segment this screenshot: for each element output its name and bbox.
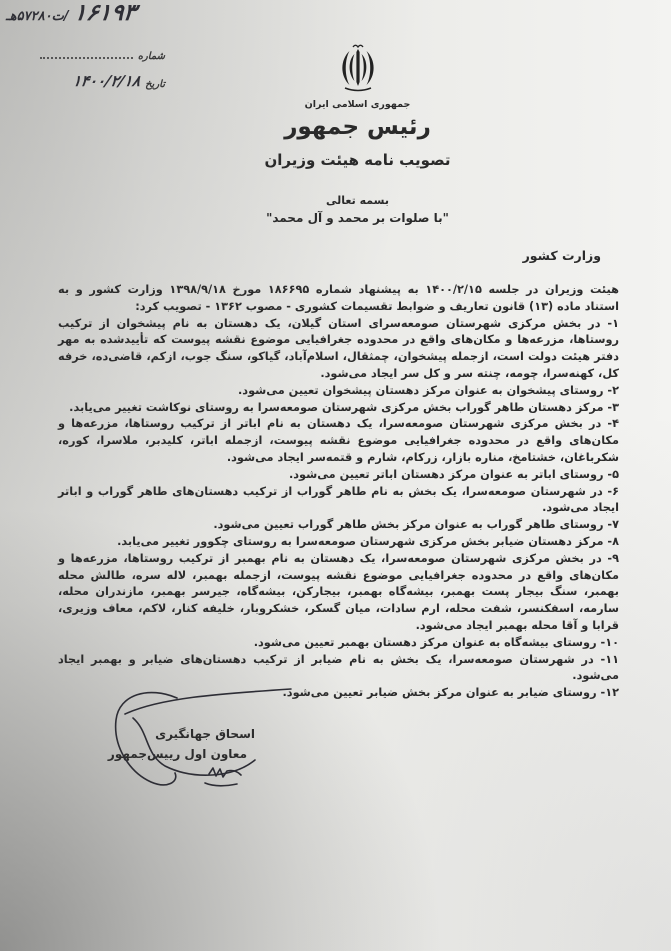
decree-body xyxy=(58,282,619,764)
reference-code: /ت۵۷۲۸۰هـ xyxy=(6,9,69,24)
number-field xyxy=(40,34,165,62)
signatory-title: معاون اول رییس‌جمهور xyxy=(107,746,247,761)
clause-3: ۳- مرکز دهستان طاهر گوراب بخش مرکزی شهرستان صومعه‌سرا به روستای نوکاشت تغییر می‌یابد. xyxy=(69,400,619,414)
handwritten-date: ۱۴۰۰/۲/۱۸ xyxy=(71,72,142,90)
clause-7: ۷- روستای طاهر گوراب به عنوان مرکز بخش طاهر گوراب تعیین می‌شود. xyxy=(213,518,619,532)
office-title: رئیس جمهور xyxy=(284,114,431,140)
clause-1: ۱- در بخش مرکزی شهرستان صومعه‌سرای استان گیلان، یک دهستان به نام پیشخوان از ترکیب روستاها، مزرعه‌ها و مکان‌های واقع در محدوده جغرافیایی موضوع نقشه پیوست که تأییدشده به مهر دفتر هیئت دولت است، ازجمله پیشخوان، چمثقال، اسلام‌آباد، گیاکو، سنگ جوب، ازکم، قاضی‌ده، خرفه کل، کهنه‌سرا، چومه، چنته سر و کل سر ایجاد می‌شود. xyxy=(58,316,619,380)
clause-6: ۶- در شهرستان صومعه‌سرا، یک بخش به نام طاهر گوراب از ترکیب دهستان‌های طاهر گوراب و اباتر ایجاد می‌شود. xyxy=(58,484,619,515)
salutation: "با صلوات بر محمد و آل محمد" xyxy=(266,211,449,225)
invocation: بسمه تعالی xyxy=(326,194,389,207)
signature-block xyxy=(95,724,255,764)
document-type: تصویب نامه هیئت وزیران xyxy=(264,151,451,169)
iran-emblem-icon xyxy=(338,42,378,92)
preamble: هیئت وزیران در جلسه ۱۴۰۰/۲/۱۵ به پیشنهاد شماره ۱۸۶۶۹۵ مورخ ۱۳۹۸/۹/۱۸ وزارت کشور و به استناد ماده (۱۳) قانون تعاریف و ضوابط تقسیمات کشوری - مصوب ۱۳۶۲ - تصویب کرد: xyxy=(58,283,619,313)
number-label: شماره xyxy=(137,51,165,62)
clause-11: ۱۱- در شهرستان صومعه‌سرا، یک بخش به نام ضیابر از ترکیب دهستان‌های ضیابر و بهمبر ایجاد می‌شود. xyxy=(58,652,619,683)
date-field xyxy=(40,62,165,90)
number-date-fields xyxy=(40,34,165,90)
clause-2: ۲- روستای پیشخوان به عنوان مرکز دهستان پیشخوان تعیین می‌شود. xyxy=(238,383,619,397)
clause-9: ۹- در بخش مرکزی شهرستان صومعه‌سرا، یک دهستان به نام بهمبر از ترکیب روستاها، مزرعه‌ها و مکان‌های واقع در محدوده جغرافیایی موضوع نقشه پیوست، ازجمله بهمبر، لاله سره، طالش محله بهمبر، سنگ بیجار پست بهمبر، بیشه‌گاه بهمبر، بیجارکن، بیشه‌گاه، جیرسر بهمبر، مازندران محله، سارمه، اسفکنسر، شفت محله، ارم سادات، میان گسکر، خشکروبار، خلیفه کنار، لاکم، معاف وزیری، قرابا و آقا محله بهمبر ایجاد می‌شود. xyxy=(58,551,619,632)
number-dotted-line xyxy=(40,57,133,59)
signatory-name: اسحاق جهانگیری xyxy=(155,726,255,741)
invocation-block xyxy=(250,193,465,228)
date-label: تاریخ xyxy=(145,79,165,90)
letterhead xyxy=(255,42,460,173)
reference-number xyxy=(6,0,138,26)
clause-12: ۱۲- روستای ضیابر به عنوان مرکز بخش ضیابر تعیین می‌شود. xyxy=(282,686,619,700)
clause-5: ۵- روستای اباتر به عنوان مرکز دهستان اباتر تعیین می‌شود. xyxy=(288,467,619,481)
addressee: وزارت کشور xyxy=(522,248,601,263)
clause-8: ۸- مرکز دهستان ضیابر بخش مرکزی شهرستان صومعه‌سرا به روستای چکوور تغییر می‌یابد. xyxy=(117,534,619,548)
handwritten-serial-number: ۱۶۱۹۳ xyxy=(71,0,138,26)
country-name: جمهوری اسلامی ایران xyxy=(304,99,411,110)
clause-10: ۱۰- روستای بیشه‌گاه به عنوان مرکز دهستان بهمبر تعیین می‌شود. xyxy=(253,635,619,649)
clause-4: ۴- در بخش مرکزی شهرستان صومعه‌سرا، یک دهستان به نام اباتر از ترکیب روستاها، مزرعه‌ها و مکان‌های واقع در محدوده جغرافیایی موضوع نقشه پیوست، ازجمله اباتر، کلیدبر، ملاسرا، کوره، شکرباغان، خشتامخ، مناره بازار، زرکام، شارم و قتمه‌سر ایجاد می‌شود. xyxy=(58,417,619,464)
